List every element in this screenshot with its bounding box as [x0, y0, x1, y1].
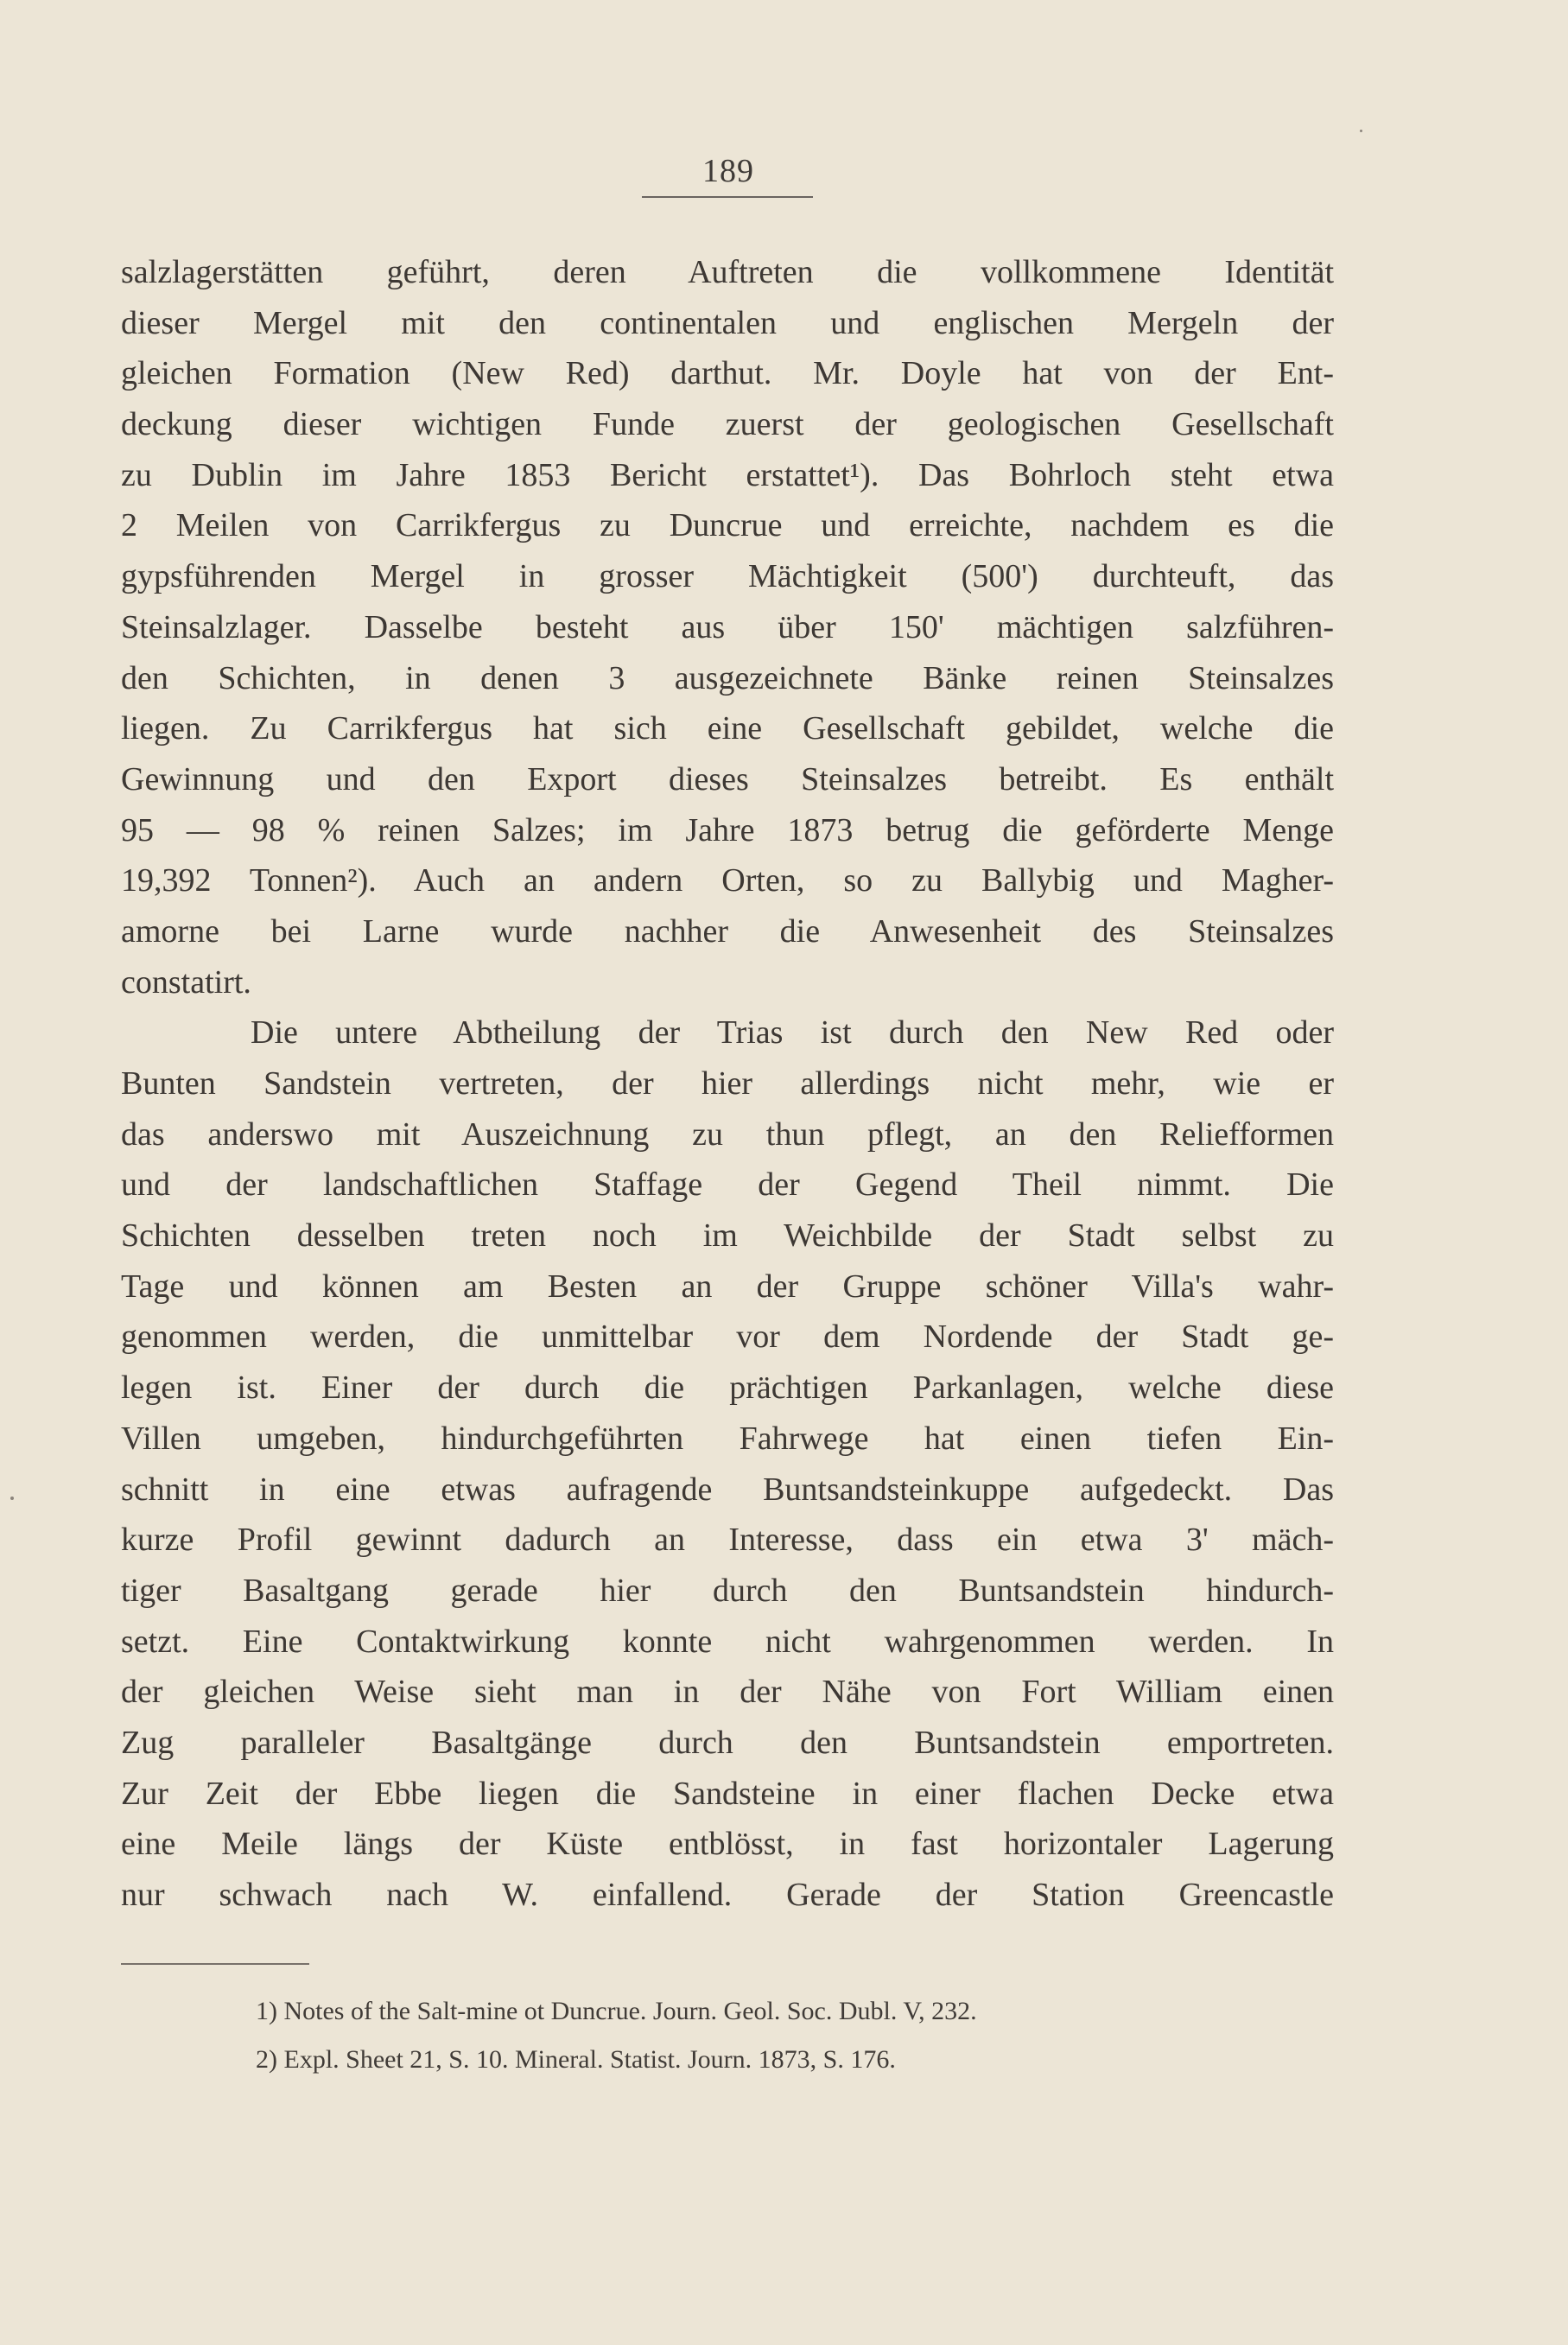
text-line: gleichen Formation (New Red) darthut. Mr. Doyle hat von der Ent- [121, 355, 1334, 392]
text-line: Villen umgeben, hindurchgeführten Fahrwege hat einen tiefen Ein- [121, 1420, 1334, 1457]
text-line: legen ist. Einer der durch die prächtigen Parkanlagen, welche diese [121, 1370, 1334, 1407]
text-line: Steinsalzlager. Dasselbe besteht aus über 150' mächtigen salzführen- [121, 608, 1334, 645]
text-line: Zug paralleler Basaltgänge durch den Buntsandstein emportreten. [121, 1724, 1334, 1761]
paper-speck [10, 1497, 14, 1500]
page-number-container [642, 152, 815, 190]
text-line: eine Meile längs der Küste entblösst, in fast horizontaler Lagerung [121, 1826, 1334, 1863]
text-line: genommen werden, die unmittelbar vor dem Nordende der Stadt ge- [121, 1319, 1334, 1356]
footnote-divider [121, 1963, 309, 1965]
text-line: 2 Meilen von Carrikfergus zu Duncrue und erreichte, nachdem es die [121, 507, 1334, 544]
text-line: der gleichen Weise sieht man in der Nähe von Fort William einen [121, 1674, 1334, 1711]
paragraph-end-line: constatirt. [121, 963, 251, 1001]
text-line: deckung dieser wichtigen Funde zuerst der geologischen Gesellschaft [121, 406, 1334, 443]
text-line: Schichten desselben treten noch im Weichbilde der Stadt selbst zu [121, 1217, 1334, 1255]
page-number: 189 [702, 153, 754, 189]
footnote-1: 1) Notes of the Salt-mine ot Duncrue. Journ. Geol. Soc. Dubl. V, 232. [256, 1997, 977, 2025]
text-line: Tage und können am Besten an der Gruppe schöner Villa's wahr- [121, 1268, 1334, 1305]
text-line: das anderswo mit Auszeichnung zu thun pflegt, an den Reliefformen [121, 1115, 1334, 1153]
text-line: schnitt in eine etwas aufragende Buntsandsteinkuppe aufgedeckt. Das [121, 1471, 1334, 1508]
text-line: 19,392 Tonnen²). Auch an andern Orten, so zu Ballybig und Magher- [121, 862, 1334, 899]
text-line: tiger Basaltgang gerade hier durch den Buntsandstein hindurch- [121, 1572, 1334, 1609]
text-line: Zur Zeit der Ebbe liegen die Sandsteine in einer flachen Decke etwa [121, 1775, 1334, 1812]
text-line: 95 — 98 % reinen Salzes; im Jahre 1873 betrug die geförderte Menge [121, 811, 1334, 848]
text-line: Gewinnung und den Export dieses Steinsalzes betreibt. Es enthält [121, 760, 1334, 798]
main-text [121, 247, 1334, 1921]
text-line: nur schwach nach W. einfallend. Gerade der Station Greencastle [121, 1877, 1334, 1913]
text-line: liegen. Zu Carrikfergus hat sich eine Gesellschaft gebildet, welche die [121, 710, 1334, 747]
text-line: den Schichten, in denen 3 ausgezeichnete Bänke reinen Steinsalzes [121, 659, 1334, 696]
text-line: amorne bei Larne wurde nachher die Anwesenheit des Steinsalzes [121, 912, 1334, 950]
footnote-2: 2) Expl. Sheet 21, S. 10. Mineral. Statist. Journ. 1873, S. 176. [256, 2045, 896, 2074]
footnotes [256, 1987, 1292, 2084]
text-line: gypsführenden Mergel in grosser Mächtigkeit (500') durchteuft, das [121, 558, 1334, 595]
paper-speck [1360, 130, 1362, 132]
text-line: dieser Mergel mit den continentalen und englischen Mergeln der [121, 304, 1334, 341]
text-line: zu Dublin im Jahre 1853 Bericht erstattet¹). Das Bohrloch steht etwa [121, 456, 1334, 493]
text-line: kurze Profil gewinnt dadurch an Interesse, dass ein etwa 3' mäch- [121, 1522, 1334, 1559]
text-line: Bunten Sandstein vertreten, der hier allerdings nicht mehr, wie er [121, 1065, 1334, 1102]
paragraph-start-line: Die untere Abtheilung der Trias ist durch den New Red oder [251, 1014, 1334, 1052]
text-line: salzlagerstätten geführt, deren Auftreten die vollkommene Identität [121, 254, 1334, 290]
text-line: setzt. Eine Contaktwirkung konnte nicht wahrgenommen werden. In [121, 1623, 1334, 1660]
text-line: und der landschaftlichen Staffage der Gegend Theil nimmt. Die [121, 1166, 1334, 1204]
page-number-underline [642, 196, 813, 198]
